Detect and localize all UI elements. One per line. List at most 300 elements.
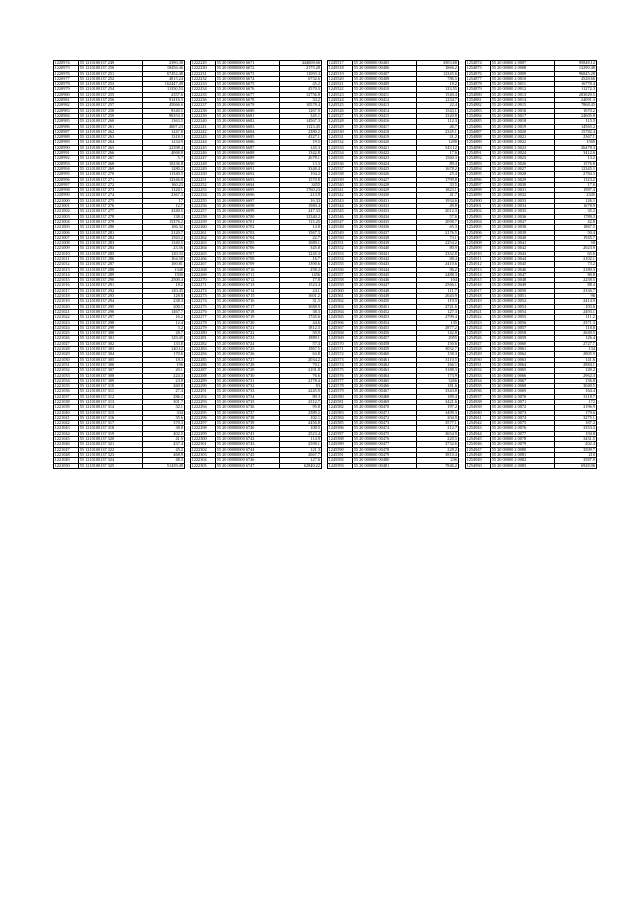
row-amount-cell: 468.9 <box>143 452 184 457</box>
row-amount-cell: 31.2 <box>417 135 458 140</box>
row-id-cell: 1221032 <box>54 368 79 373</box>
row-code-cell: 55 20 000000 00478 <box>353 447 417 452</box>
row-id-cell: 1254917 <box>466 288 491 293</box>
row-amount-cell: 1576.8 <box>555 161 596 166</box>
row-code-cell: 55 20 000000 00462 <box>353 362 417 367</box>
row-amount-cell: 44.6 <box>280 320 321 325</box>
row-code-cell: 55 20 00000 2 0056 <box>491 320 555 325</box>
row-amount-cell: 10236.8 <box>143 161 184 166</box>
row-id-cell: 1245544 <box>328 204 353 209</box>
row-code-cell: 55 20 00000 2 0071 <box>491 400 555 405</box>
row-code-cell: 55 1210100137 266 <box>79 151 143 156</box>
row-id-cell: 1221027 <box>54 341 79 346</box>
row-amount-cell: 50.9 <box>280 331 321 336</box>
row-amount-cell: 18.2 <box>417 82 458 87</box>
row-id-cell: 1222245 <box>191 145 216 150</box>
row-id-cell: 1254929 <box>466 352 491 357</box>
row-code-cell: 55 20 000000 00463 <box>353 368 417 373</box>
row-amount-cell: 2962.3 <box>555 373 596 378</box>
row-code-cell: 55 1210100137 258 <box>79 108 143 113</box>
row-code-cell: 55 20 000000 00435 <box>353 219 417 224</box>
row-amount-cell: 4815.24 <box>143 76 184 81</box>
row-id-cell: 1222274 <box>191 299 216 304</box>
row-amount-cell: 65.6 <box>555 251 596 256</box>
row-id-cell: 1222286 <box>191 362 216 367</box>
row-amount-cell: 17.6 <box>417 151 458 156</box>
row-id-cell: 1245576 <box>328 373 353 378</box>
row-code-cell: 55 20 00000 2 0073 <box>491 410 555 415</box>
row-code-cell: 55 20 00000000 6674 <box>216 76 280 81</box>
row-code-cell: 55 1210100137 295 <box>79 304 143 309</box>
row-code-cell: 55 20 00000000 6699 <box>216 209 280 214</box>
row-amount-cell: 33.2 <box>280 98 321 103</box>
row-id-cell: 1254890 <box>466 145 491 150</box>
row-amount-cell: 96.2 <box>417 267 458 272</box>
row-id-cell: 1245518 <box>328 66 353 71</box>
row-id-cell: 1220999 <box>54 193 79 198</box>
row-code-cell: 55 1210100137 324 <box>79 458 143 463</box>
row-amount-cell: 22398.4 <box>143 145 184 150</box>
row-code-cell: 55 20 00000000 6684 <box>216 129 280 134</box>
row-amount-cell: 63.8 <box>280 352 321 357</box>
row-code-cell: 55 20 00000 2 0010 <box>491 76 555 81</box>
row-code-cell: 55 20 00000 2 0055 <box>491 315 555 320</box>
row-id-cell: 1221033 <box>54 373 79 378</box>
row-amount-cell: 210 <box>555 452 596 457</box>
row-id-cell: 1254941 <box>466 415 491 420</box>
row-code-cell: 55 1210100137 310 <box>79 384 143 389</box>
row-code-cell: 55 1210100137 298 <box>79 320 143 325</box>
row-id-cell: 1220995 <box>54 172 79 177</box>
row-amount-cell: 1760.23 <box>280 188 321 193</box>
row-id-cell: 1254920 <box>466 304 491 309</box>
row-amount-cell: 12346.8 <box>143 177 184 182</box>
row-id-cell: 1222248 <box>191 161 216 166</box>
row-code-cell: 55 1210100137 304 <box>79 352 143 357</box>
row-amount-cell: 42.8 <box>555 219 596 224</box>
row-id-cell: 1245582 <box>328 405 353 410</box>
row-amount-cell: 3732.6 <box>417 442 458 447</box>
row-code-cell: 55 20 000000 00454 <box>353 320 417 325</box>
row-code-cell: 55 1210100137 296 <box>79 309 143 314</box>
row-id-cell: 1254905 <box>466 225 491 230</box>
row-id-cell: 1245558 <box>328 278 353 283</box>
row-id-cell: 1221045 <box>54 437 79 442</box>
row-amount-cell: 12.4 <box>143 320 184 325</box>
row-amount-cell: 126.4 <box>555 336 596 341</box>
row-code-cell: 55 20 00000 2 0058 <box>491 331 555 336</box>
row-amount-cell: 3343.8 <box>417 389 458 394</box>
row-amount-cell: 160.23 <box>143 182 184 187</box>
row-code-cell: 55 20 000000 00424 <box>353 161 417 166</box>
row-amount-cell: 2101.8 <box>280 368 321 373</box>
row-id-cell: 1254928 <box>466 347 491 352</box>
row-id-cell: 1222239 <box>191 113 216 118</box>
table-row <box>191 463 322 468</box>
row-id-cell: 1222276 <box>191 309 216 314</box>
row-code-cell: 55 20 00000000 6738 <box>216 415 280 420</box>
row-code-cell: 55 20 00000000 6730 <box>216 373 280 378</box>
row-code-cell: 55 1210100137 256 <box>79 98 143 103</box>
row-id-cell: 1221009 <box>54 246 79 251</box>
row-code-cell: 55 20 00000 2 0016 <box>491 108 555 113</box>
row-code-cell: 55 20 000000 00427 <box>353 177 417 182</box>
row-id-cell: 1222275 <box>191 304 216 309</box>
row-amount-cell: 134 <box>555 347 596 352</box>
row-id-cell: 1220991 <box>54 151 79 156</box>
row-amount-cell: 8340.5 <box>143 108 184 113</box>
row-code-cell: 55 20 00000 2 0022 <box>491 140 555 145</box>
row-amount-cell: 2120.7 <box>143 230 184 235</box>
row-id-cell: 1245561 <box>328 294 353 299</box>
row-amount-cell: 16.7 <box>280 256 321 261</box>
row-amount-cell: 142.8 <box>417 331 458 336</box>
row-code-cell: 55 1210100137 316 <box>79 415 143 420</box>
row-amount-cell: 2667.7 <box>280 452 321 457</box>
row-id-cell: 1245539 <box>328 177 353 182</box>
row-code-cell: 55 20 000000 00409 <box>353 82 417 87</box>
row-code-cell: 55 1210100137 318 <box>79 426 143 431</box>
row-id-cell: 1245541 <box>328 188 353 193</box>
row-id-cell: 1221005 <box>54 225 79 230</box>
row-amount-cell: 2727.7 <box>555 341 596 346</box>
row-amount-cell: 1745.6 <box>280 315 321 320</box>
row-id-cell: 1220994 <box>54 166 79 171</box>
row-code-cell: 55 20 00000000 6726 <box>216 352 280 357</box>
row-amount-cell: 2357.6 <box>143 92 184 97</box>
row-code-cell: 55 20 000000 00425 <box>353 166 417 171</box>
row-id-cell: 1245566 <box>328 320 353 325</box>
row-id-cell: 1254902 <box>466 209 491 214</box>
row-code-cell: 55 20 00000000 6692 <box>216 172 280 177</box>
row-code-cell: 55 20 00000000 6740 <box>216 426 280 431</box>
row-id-cell: 1222299 <box>191 431 216 436</box>
row-amount-cell: 73.2 <box>555 262 596 267</box>
row-amount-cell: 89.4 <box>417 161 458 166</box>
row-id-cell: 1222231 <box>191 71 216 76</box>
row-id-cell: 1254922 <box>466 315 491 320</box>
row-code-cell: 55 1210100137 281 <box>79 230 143 235</box>
row-code-cell: 55 20 00000000 6698 <box>216 204 280 209</box>
row-id-cell: 1245554 <box>328 256 353 261</box>
ledger-tables <box>53 60 593 847</box>
row-amount-cell: 3275.1 <box>555 415 596 420</box>
row-amount-cell: 2649.5 <box>555 331 596 336</box>
row-code-cell: 55 20 000000 00445 <box>353 272 417 277</box>
row-id-cell: 1254911 <box>466 256 491 261</box>
row-code-cell: 55 20 00000 2 0020 <box>491 129 555 134</box>
row-amount-cell: 57.4 <box>280 341 321 346</box>
row-code-cell: 55 20 000000 00455 <box>353 325 417 330</box>
row-code-cell: 55 20 00000 2 0074 <box>491 415 555 420</box>
row-id-cell: 1245572 <box>328 352 353 357</box>
row-code-cell: 55 20 000000 00408 <box>353 76 417 81</box>
row-amount-cell: 1245.3 <box>280 251 321 256</box>
row-code-cell: 55 20 00000 2 0026 <box>491 161 555 166</box>
row-id-cell: 1222267 <box>191 262 216 267</box>
row-code-cell: 55 20 00000000 6721 <box>216 325 280 330</box>
row-amount-cell: 104 <box>417 278 458 283</box>
row-id-cell: 1245529 <box>328 124 353 129</box>
row-code-cell: 55 20 00000 2 0067 <box>491 378 555 383</box>
row-amount-cell: 103.6 <box>555 304 596 309</box>
row-code-cell: 55 20 00000000 6733 <box>216 389 280 394</box>
row-id-cell: 1254931 <box>466 362 491 367</box>
row-code-cell: 55 20 00000000 6747 <box>216 463 280 468</box>
row-amount-cell: 1523.4 <box>280 283 321 288</box>
row-id-cell: 1254909 <box>466 246 491 251</box>
row-id-cell: 1222263 <box>191 241 216 246</box>
row-id-cell: 1254919 <box>466 299 491 304</box>
row-amount-cell: 162447.49 <box>143 82 184 87</box>
row-amount-cell: 345.1 <box>280 113 321 118</box>
table-row <box>328 463 459 468</box>
row-code-cell: 55 20 00000000 6700 <box>216 214 280 219</box>
row-code-cell: 55 20 000000 00448 <box>353 288 417 293</box>
row-code-cell: 55 20 00000000 6731 <box>216 378 280 383</box>
row-amount-cell: 80.9 <box>417 246 458 251</box>
row-code-cell: 55 20 00000000 6742 <box>216 437 280 442</box>
row-id-cell: 1245584 <box>328 415 353 420</box>
row-amount-cell: 1823.1 <box>417 188 458 193</box>
row-code-cell: 55 20 00000000 6724 <box>216 341 280 346</box>
row-amount-cell: 247.33 <box>280 209 321 214</box>
row-code-cell: 55 20 000000 00417 <box>353 124 417 129</box>
row-code-cell: 55 20 000000 00472 <box>353 415 417 420</box>
row-code-cell: 55 20 00000 2 0012 <box>491 87 555 92</box>
row-amount-cell: 12.7 <box>143 204 184 209</box>
row-code-cell: 55 20 000000 00432 <box>353 204 417 209</box>
row-code-cell: 55 20 000000 00444 <box>353 267 417 272</box>
row-id-cell: 1245581 <box>328 400 353 405</box>
row-amount-cell: 7868.45 <box>555 103 596 108</box>
row-code-cell: 55 20 000000 00431 <box>353 198 417 203</box>
row-id-cell: 1221011 <box>54 256 79 261</box>
row-id-cell: 1245521 <box>328 82 353 87</box>
row-amount-cell: 20.1 <box>143 368 184 373</box>
row-code-cell: 55 20 00000000 6696 <box>216 193 280 198</box>
row-amount-cell: 76.6 <box>280 373 321 378</box>
row-id-cell: 1245553 <box>328 251 353 256</box>
row-id-cell: 1254896 <box>466 177 491 182</box>
row-code-cell: 55 20 00000000 6705 <box>216 241 280 246</box>
row-id-cell: 1221016 <box>54 283 79 288</box>
row-id-cell: 1254933 <box>466 373 491 378</box>
row-code-cell: 55 20 00000000 6713 <box>216 283 280 288</box>
row-amount-cell: 22.7 <box>280 235 321 240</box>
row-id-cell: 1222277 <box>191 315 216 320</box>
row-code-cell: 55 20 000000 00470 <box>353 405 417 410</box>
row-code-cell: 55 20 00000000 6735 <box>216 400 280 405</box>
row-code-cell: 55 20 00000 2 0015 <box>491 103 555 108</box>
row-id-cell: 1245585 <box>328 421 353 426</box>
row-amount-cell: 3032.7 <box>417 347 458 352</box>
row-code-cell: 55 1210100137 277 <box>79 209 143 214</box>
row-id-cell: 1254883 <box>466 108 491 113</box>
row-code-cell: 55 20 00000 2 0043 <box>491 251 555 256</box>
row-amount-cell: 1340.5 <box>143 241 184 246</box>
row-amount-cell: 108.5 <box>280 426 321 431</box>
row-id-cell: 1254924 <box>466 325 491 330</box>
row-code-cell: 55 20 00000 2 0044 <box>491 256 555 261</box>
row-code-cell: 55 20 00000 2 0014 <box>491 98 555 103</box>
row-id-cell: 1221010 <box>54 251 79 256</box>
row-id-cell: 1245520 <box>328 76 353 81</box>
ledger-table-4 <box>465 60 597 469</box>
row-id-cell: 1254886 <box>466 124 491 129</box>
row-code-cell: 55 1210100137 278 <box>79 214 143 219</box>
row-amount-cell: 1563.2 <box>143 235 184 240</box>
row-amount-cell: 301.7 <box>143 400 184 405</box>
row-amount-cell: 18456.46 <box>143 66 184 71</box>
row-id-cell: 1221000 <box>54 198 79 203</box>
row-id-cell: 1222268 <box>191 267 216 272</box>
row-id-cell: 1245577 <box>328 378 353 383</box>
row-amount-cell: 1318.3 <box>143 135 184 140</box>
row-amount-cell: 1812.3 <box>280 325 321 330</box>
row-amount-cell: 62840.22 <box>280 463 321 468</box>
row-amount-cell: 2799.4 <box>417 315 458 320</box>
row-code-cell: 55 1210100137 273 <box>79 188 143 193</box>
row-code-cell: 55 20 00000 2 0039 <box>491 230 555 235</box>
row-amount-cell: 96845.28 <box>555 71 596 76</box>
row-amount-cell: 3353.3 <box>555 426 596 431</box>
row-id-cell: 1222252 <box>191 182 216 187</box>
row-code-cell: 55 20 00000 2 0017 <box>491 113 555 118</box>
table-row <box>466 463 597 468</box>
row-code-cell: 55 20 000000 00450 <box>353 299 417 304</box>
row-id-cell: 1254903 <box>466 214 491 219</box>
row-amount-cell: 15782.4 <box>555 129 596 134</box>
row-amount-cell: 67452.48 <box>143 71 184 76</box>
row-amount-cell: 164.4 <box>555 389 596 394</box>
row-amount-cell: 156.8 <box>555 378 596 383</box>
row-id-cell: 1220975 <box>54 66 79 71</box>
row-code-cell: 55 20 00000 2 0077 <box>491 431 555 436</box>
row-id-cell: 1221034 <box>54 378 79 383</box>
row-amount-cell: 1980.4 <box>280 204 321 209</box>
row-code-cell: 55 20 00000 2 0018 <box>491 119 555 124</box>
row-id-cell: 1245531 <box>328 135 353 140</box>
row-code-cell: 55 20 00000000 6744 <box>216 447 280 452</box>
row-amount-cell: 220.5 <box>417 437 458 442</box>
row-code-cell: 55 1210100137 309 <box>79 378 143 383</box>
row-amount-cell: 138.4 <box>143 214 184 219</box>
row-id-cell: 1221001 <box>54 204 79 209</box>
row-code-cell: 55 20 00000000 6712 <box>216 278 280 283</box>
row-code-cell: 55 20 00000000 6707 <box>216 251 280 256</box>
row-id-cell: 1220981 <box>54 98 79 103</box>
row-amount-cell: 91416.5 <box>143 98 184 103</box>
row-amount-cell: 2312.7 <box>280 400 321 405</box>
row-code-cell: 55 20 00000000 6720 <box>216 320 280 325</box>
row-code-cell: 55 20 000000 00416 <box>353 119 417 124</box>
row-code-cell: 55 20 00000 2 0037 <box>491 219 555 224</box>
row-id-cell: 1222273 <box>191 294 216 299</box>
row-amount-cell: 17 <box>143 198 184 203</box>
row-id-cell: 1220977 <box>54 76 79 81</box>
row-amount-cell: 115.3 <box>555 119 596 124</box>
row-amount-cell: 3503.68 <box>417 61 458 66</box>
row-amount-cell: 2098.7 <box>417 219 458 224</box>
row-code-cell: 55 20 000000 00415 <box>353 113 417 118</box>
row-amount-cell: 123.55 <box>417 87 458 92</box>
row-id-cell: 1221029 <box>54 352 79 357</box>
row-code-cell: 55 20 00000000 6694 <box>216 182 280 187</box>
row-code-cell: 55 20 000000 00443 <box>353 262 417 267</box>
row-code-cell: 55 20 000000 00460 <box>353 352 417 357</box>
row-id-cell: 1222291 <box>191 389 216 394</box>
row-id-cell: 1222262 <box>191 235 216 240</box>
row-id-cell: 1221037 <box>54 394 79 399</box>
row-id-cell: 1254930 <box>466 357 491 362</box>
row-amount-cell: 200.1 <box>143 304 184 309</box>
row-id-cell: 1254891 <box>466 151 491 156</box>
row-code-cell: 55 20 000000 00426 <box>353 172 417 177</box>
row-code-cell: 55 1210100137 270 <box>79 172 143 177</box>
row-amount-cell: 1280.2 <box>143 166 184 171</box>
row-amount-cell: 58 <box>555 241 596 246</box>
row-id-cell: 1254898 <box>466 188 491 193</box>
row-amount-cell: 228.2 <box>417 447 458 452</box>
row-amount-cell: 1123.2 <box>555 177 596 182</box>
row-id-cell: 1222298 <box>191 426 216 431</box>
row-amount-cell: 3348.4 <box>280 166 321 171</box>
row-amount-cell: 1200 <box>417 140 458 145</box>
row-amount-cell: 45.2 <box>143 447 184 452</box>
row-id-cell: 1222238 <box>191 108 216 113</box>
row-amount-cell: 14.8 <box>280 225 321 230</box>
row-id-cell: 1245538 <box>328 172 353 177</box>
row-code-cell: 55 20 000000 00439 <box>353 241 417 246</box>
row-id-cell: 1221041 <box>54 415 79 420</box>
row-id-cell: 1254885 <box>466 119 491 124</box>
row-id-cell: 1254908 <box>466 241 491 246</box>
row-id-cell: 1245580 <box>328 394 353 399</box>
row-amount-cell: 45066.6 <box>143 103 184 108</box>
row-code-cell: 55 20 00000 2 0059 <box>491 336 555 341</box>
row-code-cell: 55 20 00000 2 0068 <box>491 384 555 389</box>
row-id-cell: 1220976 <box>54 71 79 76</box>
row-code-cell: 55 20 000000 00479 <box>353 452 417 457</box>
row-id-cell: 1245565 <box>328 315 353 320</box>
row-code-cell: 55 1210100137 257 <box>79 103 143 108</box>
row-id-cell: 1222234 <box>191 87 216 92</box>
row-id-cell: 1222300 <box>191 437 216 442</box>
row-amount-cell: 41.7 <box>417 193 458 198</box>
row-code-cell: 55 1210100137 312 <box>79 394 143 399</box>
row-code-cell: 55 20 00000 2 0009 <box>491 71 555 76</box>
row-code-cell: 55 20 000000 00430 <box>353 193 417 198</box>
row-code-cell: 55 20 00000000 6746 <box>216 458 280 463</box>
row-code-cell: 55 1210100137 291 <box>79 283 143 288</box>
row-id-cell: 1245526 <box>328 108 353 113</box>
row-amount-cell: 13290.48 <box>555 66 596 71</box>
row-amount-cell: 119.5 <box>417 299 458 304</box>
row-amount-cell: 3188.3 <box>417 368 458 373</box>
row-amount-cell: 80.8 <box>555 272 596 277</box>
row-code-cell: 55 20 00000 2 0083 <box>491 463 555 468</box>
row-amount-cell: 26478.3 <box>555 145 596 150</box>
row-id-cell: 1254939 <box>466 405 491 410</box>
row-code-cell: 55 20 00000000 6743 <box>216 442 280 447</box>
row-amount-cell: 1340 <box>143 267 184 272</box>
row-amount-cell: 2012.3 <box>417 209 458 214</box>
row-amount-cell: 3266 <box>417 378 458 383</box>
row-code-cell: 55 20 000000 00468 <box>353 394 417 399</box>
row-code-cell: 55 1210100137 274 <box>79 193 143 198</box>
row-id-cell: 1221038 <box>54 400 79 405</box>
